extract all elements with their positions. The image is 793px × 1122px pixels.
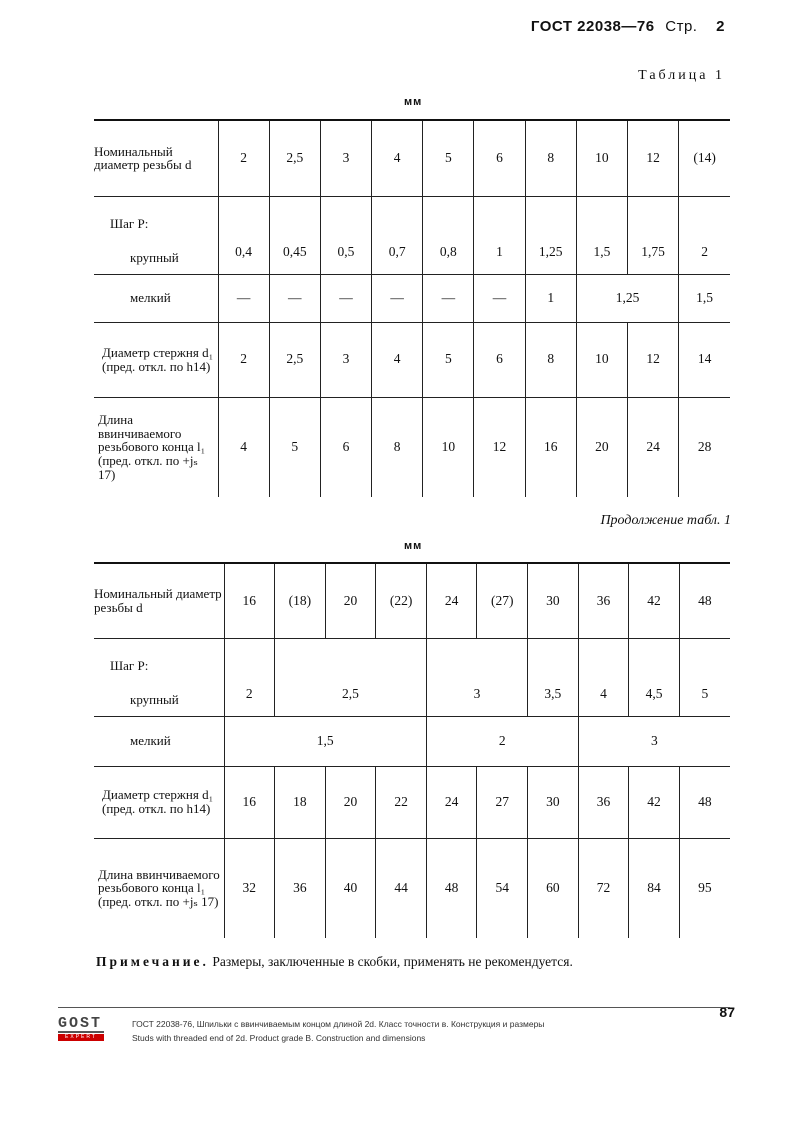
cell: 1,5 <box>679 274 730 322</box>
table-row <box>94 638 730 716</box>
cell: 3,5 <box>528 638 579 716</box>
table-row <box>94 563 730 638</box>
cell: 0,4 <box>218 196 269 274</box>
cell: 2 <box>426 716 578 766</box>
cell: 42 <box>629 766 680 838</box>
page-number-bottom: 87 <box>719 1004 735 1020</box>
row-label-rod: Диаметр стержня d₁ (пред. откл. по h14) <box>94 766 224 838</box>
page-header <box>531 18 725 35</box>
cell: 1 <box>525 274 576 322</box>
cell: 2 <box>224 638 275 716</box>
table1 <box>94 119 730 497</box>
cell: 0,8 <box>423 196 474 274</box>
cell: 16 <box>525 397 576 497</box>
note-text: Размеры, заключенные в скобки, применять не рекомендуется. <box>212 954 573 969</box>
cell: (27) <box>477 563 528 638</box>
cell: 5 <box>423 322 474 397</box>
cell: 24 <box>426 766 477 838</box>
cell: 3 <box>320 120 371 196</box>
cell: 16 <box>224 766 275 838</box>
cell: 84 <box>629 838 680 938</box>
cell: 4 <box>372 120 423 196</box>
cell: 14 <box>679 322 730 397</box>
footer-divider <box>58 1007 730 1008</box>
cell: 42 <box>629 563 680 638</box>
cell: — <box>320 274 371 322</box>
cell: 2 <box>679 196 730 274</box>
cell: 3 <box>320 322 371 397</box>
cell: 28 <box>679 397 730 497</box>
gost-expert-logo <box>58 1016 104 1041</box>
cell: 24 <box>628 397 679 497</box>
cell: 10 <box>576 322 627 397</box>
coarse-label: крупный <box>130 691 179 707</box>
cell: 6 <box>474 120 525 196</box>
standard-number: ГОСТ 22038—76 <box>530 18 655 35</box>
cell: 5 <box>679 638 730 716</box>
row-label-fine: мелкий <box>94 274 218 322</box>
table-row <box>94 196 730 274</box>
cell: 1,75 <box>628 196 679 274</box>
cell: — <box>423 274 474 322</box>
cell: 4,5 <box>629 638 680 716</box>
table2-units: мм <box>404 540 423 552</box>
cell: 1,5 <box>224 716 426 766</box>
table-row <box>94 838 730 938</box>
cell: 27 <box>477 766 528 838</box>
cell: (18) <box>275 563 326 638</box>
table-row <box>94 397 730 497</box>
cell: 48 <box>426 838 477 938</box>
cell: (22) <box>376 563 427 638</box>
table1-units: мм <box>404 96 423 108</box>
row-label-fine: мелкий <box>94 716 224 766</box>
table-row <box>94 766 730 838</box>
cell: 5 <box>269 397 320 497</box>
cell: 2,5 <box>275 638 427 716</box>
cell: 30 <box>528 766 579 838</box>
cell: 4 <box>372 322 423 397</box>
row-label-length: Длина ввинчиваемого резьбового конца l₁ (пред. откл. по +jₛ 17) <box>94 397 218 497</box>
cell: 8 <box>372 397 423 497</box>
cell: 6 <box>474 322 525 397</box>
row-label-pitch <box>94 638 224 716</box>
cell: 48 <box>679 563 730 638</box>
cell: 48 <box>679 766 730 838</box>
cell: 8 <box>525 120 576 196</box>
table-row <box>94 274 730 322</box>
cell: 32 <box>224 838 275 938</box>
cell: 4 <box>218 397 269 497</box>
cell: 10 <box>423 397 474 497</box>
table-row <box>94 716 730 766</box>
cell: 1,25 <box>576 274 678 322</box>
page-number: 2 <box>716 18 725 35</box>
footer-title-en: Studs with threaded end of 2d. Product grade B. Construction and dimensions <box>132 1033 426 1043</box>
cell: 12 <box>628 322 679 397</box>
cell: 36 <box>578 766 629 838</box>
cell: 1,25 <box>525 196 576 274</box>
row-label-pitch <box>94 196 218 274</box>
note <box>96 953 736 971</box>
cell: 30 <box>528 563 579 638</box>
cell: 2,5 <box>269 322 320 397</box>
footer-title-ru: ГОСТ 22038-76, Шпильки с ввинчиваемым концом длиной 2d. Класс точности в. Конструкция и размеры <box>132 1019 545 1029</box>
cell: 0,45 <box>269 196 320 274</box>
row-label-diameter: Номинальный диаметр резьбы d <box>94 120 218 196</box>
cell: 12 <box>474 397 525 497</box>
cell: — <box>218 274 269 322</box>
table2-caption: Продолжение табл. 1 <box>600 513 731 528</box>
cell: 60 <box>528 838 579 938</box>
cell: 4 <box>578 638 629 716</box>
cell: 20 <box>325 766 376 838</box>
row-label-length: Длина ввинчиваемого резьбового конца l₁ (пред. откл. по +jₛ 17) <box>94 838 224 938</box>
cell: 20 <box>325 563 376 638</box>
cell: 36 <box>275 838 326 938</box>
cell: 72 <box>578 838 629 938</box>
cell: 22 <box>376 766 427 838</box>
page-label: Стр. <box>665 18 698 35</box>
cell: 36 <box>578 563 629 638</box>
cell: 20 <box>576 397 627 497</box>
cell: 6 <box>320 397 371 497</box>
cell: — <box>474 274 525 322</box>
cell: — <box>269 274 320 322</box>
cell: 0,7 <box>372 196 423 274</box>
cell: 24 <box>426 563 477 638</box>
cell: 3 <box>426 638 527 716</box>
cell: 10 <box>576 120 627 196</box>
logo-bottom-text: EXPERT <box>58 1034 104 1041</box>
table1-caption: Таблица 1 <box>638 68 725 83</box>
cell: 95 <box>679 838 730 938</box>
cell: 2,5 <box>269 120 320 196</box>
cell: 5 <box>423 120 474 196</box>
table-row <box>94 120 730 196</box>
cell: — <box>372 274 423 322</box>
cell: 1 <box>474 196 525 274</box>
cell: 54 <box>477 838 528 938</box>
cell: 2 <box>218 120 269 196</box>
coarse-label: крупный <box>130 249 179 265</box>
note-label: Примечание. <box>96 954 209 969</box>
cell: 44 <box>376 838 427 938</box>
pitch-label: Шаг P: <box>110 215 149 231</box>
pitch-label: Шаг P: <box>110 657 149 673</box>
row-label-diameter: Номинальный диаметр резьбы d <box>94 563 224 638</box>
table-row <box>94 322 730 397</box>
cell: 1,5 <box>576 196 627 274</box>
cell: 40 <box>325 838 376 938</box>
table2 <box>94 562 730 938</box>
cell: 18 <box>275 766 326 838</box>
cell: 3 <box>578 716 730 766</box>
cell: 12 <box>628 120 679 196</box>
cell: 0,5 <box>320 196 371 274</box>
cell: (14) <box>679 120 730 196</box>
row-label-rod: Диаметр стержня d₁ (пред. откл. по h14) <box>94 322 218 397</box>
cell: 2 <box>218 322 269 397</box>
cell: 8 <box>525 322 576 397</box>
logo-top-text: GOST <box>58 1015 103 1032</box>
cell: 16 <box>224 563 275 638</box>
